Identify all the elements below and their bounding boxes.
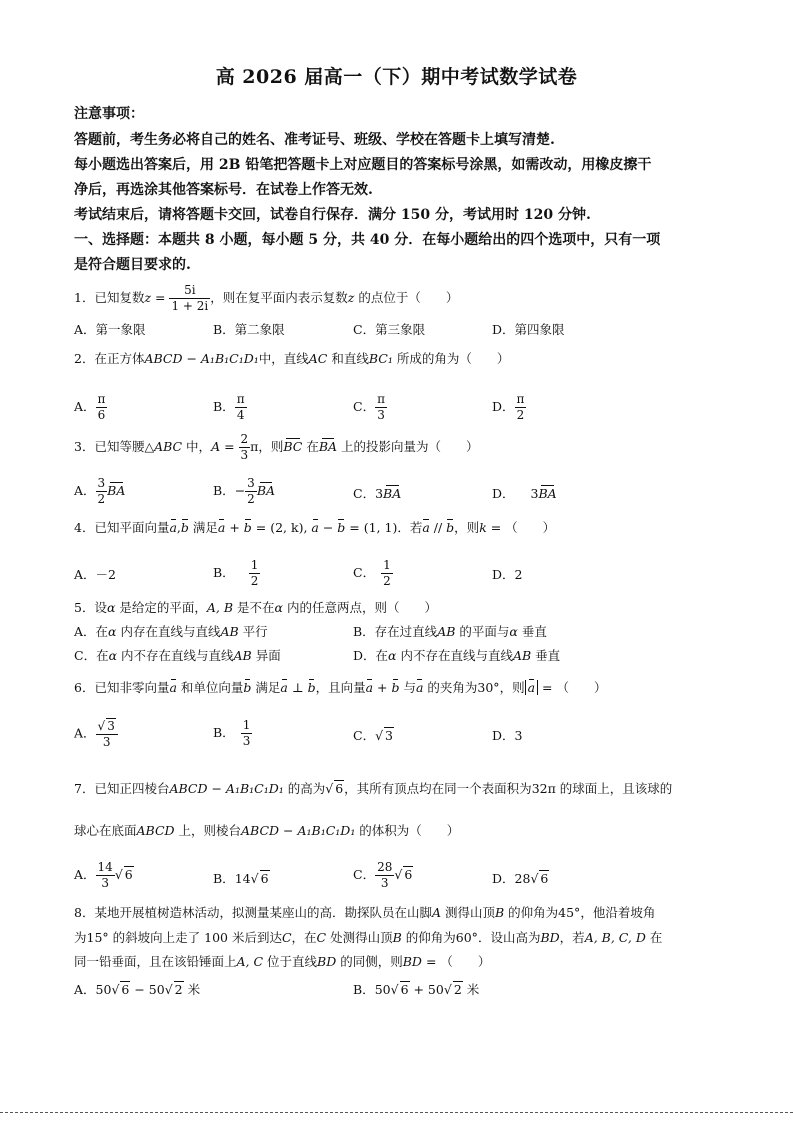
q4-eq1-right: = (2, k), bbox=[251, 520, 312, 535]
q8-b-plus: + 50 bbox=[409, 982, 444, 997]
q6-a-frac bbox=[96, 718, 118, 750]
q7-b-coef: 14 bbox=[234, 871, 251, 886]
q4-vec-a-4: a bbox=[422, 520, 430, 535]
q5-b-line: AB bbox=[437, 624, 456, 639]
q4-c-frac bbox=[381, 558, 393, 589]
q5-d-alpha: α bbox=[388, 648, 397, 663]
q4-comma: , bbox=[176, 520, 181, 535]
q2-b-num: π bbox=[236, 392, 245, 406]
q1-text-b: ，则在复平面内表示复数 bbox=[210, 290, 348, 305]
q6-option-a[interactable] bbox=[74, 718, 118, 750]
q8-text-h: 处测得山顶 bbox=[326, 930, 393, 945]
question-8-line-1 bbox=[74, 903, 655, 921]
q5-b-b: 的平面与 bbox=[455, 624, 510, 639]
q3-c-coef: 3 bbox=[375, 486, 384, 501]
q3-text: 3．已知等腰 bbox=[74, 439, 145, 454]
q8-point-b: B bbox=[494, 905, 505, 920]
q6-option-b[interactable] bbox=[213, 718, 252, 749]
q5-option-b[interactable] bbox=[353, 622, 547, 640]
q7-solid: ABCD − A₁B₁C₁D₁ bbox=[169, 781, 284, 796]
q4-plus: + bbox=[225, 520, 244, 535]
q8-text-p: = （ ） bbox=[421, 954, 491, 969]
q3-b-vec: BA bbox=[256, 483, 276, 498]
q5-b-alpha: α bbox=[509, 624, 518, 639]
q5-c-c: 异面 bbox=[251, 648, 281, 663]
q8-a-rad-1: 6 bbox=[121, 982, 130, 997]
q8-option-a-label: A． bbox=[74, 982, 96, 997]
q5-b-a: B．存在过直线 bbox=[353, 624, 438, 639]
q6-text-b: 和单位向量 bbox=[176, 680, 244, 695]
q4-k: k bbox=[479, 520, 487, 535]
q8-text-o: 的同侧，则 bbox=[336, 954, 403, 969]
question-2-stem bbox=[74, 349, 509, 367]
q5-d-c: 垂直 bbox=[531, 648, 561, 663]
q8-angle-3: 60° bbox=[455, 930, 478, 945]
q7-text-g: 的体积为（ ） bbox=[355, 823, 460, 838]
q6-b-frac bbox=[241, 718, 253, 749]
q8-text-f: 的斜坡向上走了 100 米后到达 bbox=[108, 930, 282, 945]
q8-b-unit: 米 bbox=[462, 982, 480, 997]
q8-a-rad-2: 2 bbox=[174, 982, 183, 997]
q3-text-e: 上的投影向量为（ ） bbox=[337, 439, 479, 454]
question-6-stem bbox=[74, 678, 606, 696]
question-3-stem bbox=[74, 432, 479, 463]
q7-c-rad: 6 bbox=[404, 867, 413, 882]
question-1-stem bbox=[74, 283, 458, 314]
q8-bd: BD bbox=[540, 930, 560, 945]
q6-vec-a: a bbox=[169, 680, 177, 695]
q2-solid: ABCD − A₁B₁C₁D₁ bbox=[144, 351, 259, 366]
q5-option-c[interactable] bbox=[74, 646, 281, 664]
q5-c-a: C．在 bbox=[74, 648, 109, 663]
q8-b-coef: 50 bbox=[374, 982, 391, 997]
q8-b-rad-1: 6 bbox=[400, 982, 409, 997]
q8-point-a: A bbox=[431, 905, 441, 920]
q8-bd-2: BD bbox=[317, 954, 337, 969]
question-8-line-2 bbox=[74, 928, 662, 946]
q2-option-b-label: B． bbox=[213, 399, 235, 414]
q8-b-rad-2: 2 bbox=[453, 982, 462, 997]
q7-b-rad: 6 bbox=[260, 871, 269, 886]
q4-vec-b: b bbox=[180, 520, 189, 535]
q8-option-a[interactable]: A．50√ 6 − 50√ 2 米 bbox=[74, 982, 201, 997]
page-bottom-divider bbox=[0, 1112, 793, 1113]
q4-vec-b-3: b bbox=[337, 520, 346, 535]
q5-b-c: 垂直 bbox=[517, 624, 547, 639]
q6-vec-b: b bbox=[243, 680, 252, 695]
q1-z-2: z bbox=[347, 290, 355, 305]
q3-text-b: 中， bbox=[182, 439, 212, 454]
q6-perp: ⊥ bbox=[287, 680, 308, 695]
q2-a-den: 6 bbox=[96, 407, 108, 423]
q7-c-den: 3 bbox=[375, 875, 394, 891]
q8-text-e: 为 bbox=[74, 930, 87, 945]
q2-option-a-frac bbox=[96, 392, 108, 423]
q6-text-h: = （ ） bbox=[538, 680, 607, 695]
q2-line-bc1: BC₁ bbox=[368, 351, 393, 366]
q5-option-d[interactable] bbox=[353, 646, 560, 664]
q8-text-n: 位于直线 bbox=[263, 954, 318, 969]
q7-text: 7．已知正四棱台 bbox=[74, 781, 170, 796]
q6-text-d: ，且向量 bbox=[315, 680, 366, 695]
question-4-stem bbox=[74, 518, 555, 536]
q5-points: A, B bbox=[206, 600, 234, 615]
q2-option-d-frac bbox=[515, 392, 527, 423]
q3-option-a[interactable] bbox=[74, 476, 125, 507]
section-one-heading-cont: 是符合题目要求的. bbox=[74, 257, 191, 273]
q1-eq: = bbox=[151, 290, 170, 305]
q2-option-c[interactable] bbox=[353, 392, 387, 423]
q7-a-num: 14 bbox=[97, 860, 113, 874]
q8-text-m: 同一铅垂面，且在该铅锤面上 bbox=[74, 954, 237, 969]
q2-option-c-label: C． bbox=[353, 399, 376, 414]
q8-option-b[interactable]: B．50√ 6 + 50√ 2 米 bbox=[353, 982, 480, 997]
q6-vec-a-4: a bbox=[415, 680, 424, 695]
q3-a-den: 2 bbox=[97, 492, 106, 506]
q6-plus: + bbox=[373, 680, 392, 695]
q3-c-vec: BA bbox=[383, 486, 402, 501]
q4-b-frac bbox=[249, 558, 261, 589]
q6-option-c-label: C． bbox=[353, 728, 376, 743]
q3-vector-bc: BC bbox=[283, 439, 303, 454]
q6-vec-a-3: a bbox=[365, 680, 374, 695]
q4-vec-a: a bbox=[169, 520, 177, 535]
question-8-line-3 bbox=[74, 952, 490, 970]
q8-points-ac: A, C bbox=[236, 954, 264, 969]
question-7-line-1: 7．已知正四棱台ABCD − A₁B₁C₁D₁ 的高为√ 6，其所有顶点均在同一个表面积为32π 的球面上，且该球的 bbox=[74, 781, 673, 796]
q4-vec-a-3: a bbox=[311, 520, 319, 535]
q8-point-b-2: B bbox=[392, 930, 402, 945]
q8-bd-3: BD bbox=[402, 954, 422, 969]
section-one-heading: 一、选择题：本题共 8 小题，每小题 5 分，共 40 分．在每小题给出的四个选项中，只有一项 bbox=[74, 232, 661, 248]
q6-c-rad: 3 bbox=[385, 728, 393, 743]
q2-line-ac: AC bbox=[308, 351, 328, 366]
q3-fraction bbox=[239, 432, 251, 463]
q4-minus: − bbox=[318, 520, 338, 535]
q4-vec-b-4: b bbox=[446, 520, 455, 535]
q1-option-a[interactable]: A．第一象限 bbox=[74, 322, 146, 337]
q4-option-c-label: C． bbox=[353, 565, 376, 580]
q3-b-den: 2 bbox=[247, 492, 255, 506]
q5-d-b: 内不存在直线与直线 bbox=[396, 648, 513, 663]
q4-option-a[interactable]: A．－2 bbox=[74, 567, 116, 582]
q8-point-c-2: C bbox=[316, 930, 327, 945]
q1-text-c: 的点位于（ ） bbox=[354, 290, 459, 305]
q2-c-num: π bbox=[377, 392, 385, 406]
q3-a-frac bbox=[96, 476, 108, 507]
q7-option-d[interactable]: D．28√ 6 bbox=[492, 871, 549, 886]
q2-text-c: 和直线 bbox=[327, 351, 369, 366]
q6-option-d[interactable]: D．3 bbox=[492, 728, 523, 743]
q2-b-den: 4 bbox=[235, 407, 247, 423]
q7-option-a[interactable]: A． $\frac{14}{3}$ √ 6 bbox=[74, 860, 133, 890]
q3-option-a-label: A． bbox=[74, 483, 96, 498]
q3-option-d[interactable] bbox=[492, 484, 557, 502]
q6-option-c[interactable]: C．√ 3 bbox=[353, 728, 393, 743]
q3-b-frac bbox=[245, 476, 257, 507]
q1-option-d[interactable]: D．第四象限 bbox=[492, 322, 565, 337]
q8-a-minus: − 50 bbox=[130, 982, 165, 997]
q2-option-a-label: A． bbox=[74, 399, 96, 414]
q6-text-e: 与 bbox=[399, 680, 416, 695]
q7-area: 32π bbox=[531, 781, 556, 796]
q6-option-a-label: A． bbox=[74, 725, 96, 741]
q3-d-vec: BA bbox=[538, 486, 557, 501]
q5-a-c: 平行 bbox=[238, 624, 268, 639]
q6-b-num: 1 bbox=[242, 718, 251, 732]
q6-vec-b-3: b bbox=[391, 680, 400, 695]
q4-eq2-right: = (1, 1)．若 bbox=[345, 520, 423, 535]
q7-text-e: 球心在底面 bbox=[74, 823, 137, 838]
q8-text-j: ．设山高为 bbox=[477, 930, 541, 945]
q8-text-l: 在 bbox=[645, 930, 663, 945]
q8-text-d: ，他沿着坡角 bbox=[580, 905, 656, 920]
q3-a-vec: BA bbox=[107, 483, 126, 498]
q8-points: A, B, C, D bbox=[584, 930, 646, 945]
q6-abs-a bbox=[525, 680, 538, 695]
q8-text-b: 测得山顶 bbox=[441, 905, 495, 920]
q5-alpha: α bbox=[106, 600, 116, 615]
q7-d-coef: 28 bbox=[514, 871, 531, 886]
q7-text-b: 的高为 bbox=[283, 781, 326, 796]
q8-text-g: ，在 bbox=[291, 930, 317, 945]
q3-b-sign: − bbox=[234, 483, 246, 498]
q2-text-d: 所成的角为（ ） bbox=[392, 351, 510, 366]
q4-b-den: 2 bbox=[250, 574, 259, 588]
q4-vec-b-2: b bbox=[243, 520, 252, 535]
notice-line-1: 答题前，考生务必将自己的姓名、准考证号、班级、学校在答题卡上填写清楚. bbox=[74, 132, 555, 148]
q3-option-c-label: C． bbox=[353, 486, 376, 501]
q5-text-d: 内的任意两点，则（ ） bbox=[283, 600, 437, 615]
q3-option-c[interactable] bbox=[353, 484, 401, 502]
q3-vector-ba: BA bbox=[318, 439, 338, 454]
q5-a-alpha: α bbox=[108, 624, 117, 639]
q6-text: 6．已知非零向量 bbox=[74, 680, 170, 695]
q3-eq: = bbox=[220, 439, 239, 454]
q7-text-c: ，其所有顶点均在同一个表面积为 bbox=[344, 781, 532, 796]
q7-a-rad: 6 bbox=[124, 867, 133, 882]
q2-option-c-frac bbox=[375, 392, 387, 423]
q3-option-b[interactable] bbox=[213, 476, 275, 507]
q2-d-den: 2 bbox=[515, 407, 527, 423]
notice-heading: 注意事项： bbox=[74, 106, 144, 122]
q3-frac-num: 2 bbox=[240, 432, 249, 446]
q2-option-d[interactable] bbox=[492, 392, 526, 423]
q6-vec-b-2: b bbox=[307, 680, 316, 695]
q7-text-f: 上，则棱台 bbox=[174, 823, 242, 838]
q4-c-num: 1 bbox=[383, 558, 391, 572]
q3-b-num: 3 bbox=[247, 476, 255, 490]
q3-option-b-label: B． bbox=[213, 483, 235, 498]
q6-a-den: 3 bbox=[96, 734, 118, 750]
q2-c-den: 3 bbox=[375, 407, 387, 423]
q2-option-a[interactable] bbox=[74, 392, 107, 423]
question-5-stem bbox=[74, 598, 437, 616]
q5-d-a: D．在 bbox=[353, 648, 389, 663]
q1-text: 1．已知复数 bbox=[74, 290, 145, 305]
q6-b-den: 3 bbox=[242, 734, 251, 748]
q4-c-den: 2 bbox=[383, 574, 391, 588]
q1-fraction-num: 5i bbox=[184, 283, 196, 297]
q2-a-num: π bbox=[97, 392, 106, 406]
q3-pi: π bbox=[250, 439, 259, 454]
notice-line-4: 考试结束后，请将答题卡交回，试卷自行保存．满分 150 分，考试用时 120 分钟. bbox=[74, 207, 591, 223]
q8-angle-2: 15° bbox=[86, 930, 109, 945]
q3-text-d: 在 bbox=[302, 439, 319, 454]
q2-option-d-label: D． bbox=[492, 399, 515, 414]
q1-option-c[interactable]: C．第三象限 bbox=[353, 322, 426, 337]
q1-option-b[interactable]: B．第二象限 bbox=[213, 322, 285, 337]
q3-triangle: △ABC bbox=[144, 439, 183, 454]
q4-option-b-label: B． bbox=[213, 565, 235, 580]
q4-vec-a-2: a bbox=[217, 520, 226, 535]
q5-c-b: 内不存在直线与直线 bbox=[117, 648, 234, 663]
q7-option-a-label: A． bbox=[74, 867, 96, 882]
notice-line-2: 每小题选出答案后，用 2B 铅笔把答题卡上对应题目的答案标号涂黑，如需改动，用橡皮擦干 bbox=[74, 157, 652, 173]
exam-title: 高 2026 届高一（下）期中考试数学试卷 bbox=[215, 66, 578, 88]
q2-text: 2．在正方体 bbox=[74, 351, 145, 366]
q6-text-f: 的夹角为 bbox=[423, 680, 478, 695]
q5-option-a[interactable] bbox=[74, 622, 268, 640]
q4-option-b[interactable] bbox=[213, 558, 260, 589]
q7-a-frac bbox=[96, 860, 115, 891]
q7-c-frac bbox=[375, 860, 394, 891]
q7-option-d-label: D． bbox=[492, 871, 515, 886]
q4-b-num: 1 bbox=[250, 558, 259, 572]
q5-d-line: AB bbox=[512, 648, 532, 663]
q7-a-den: 3 bbox=[96, 875, 115, 891]
q7-text-d: 的球面上，且该球的 bbox=[555, 781, 673, 796]
q6-text-g: ，则 bbox=[499, 680, 525, 695]
q3-text-c: ，则 bbox=[258, 439, 284, 454]
question-7-line-2 bbox=[74, 821, 459, 839]
q6-vec-a-5: a bbox=[527, 680, 536, 695]
q5-text-c: 是不在 bbox=[233, 600, 275, 615]
q8-a-coef: 50 bbox=[95, 982, 112, 997]
q6-angle: 30° bbox=[477, 680, 500, 695]
q7-d-rad: 6 bbox=[540, 871, 549, 886]
q3-angle-a: A bbox=[211, 439, 221, 454]
q5-text: 5．设 bbox=[74, 600, 107, 615]
q1-fraction bbox=[169, 283, 210, 314]
q4-option-d[interactable]: D．2 bbox=[492, 567, 523, 582]
q8-text-k: ，若 bbox=[559, 930, 585, 945]
q4-text-d: = （ ） bbox=[486, 520, 556, 535]
q6-option-b-label: B． bbox=[213, 725, 235, 740]
q8-text-c: 的仰角为 bbox=[504, 905, 559, 920]
q4-parallel: // bbox=[429, 520, 447, 535]
q4-text: 4．已知平面向量 bbox=[74, 520, 170, 535]
q7-option-c-label: C． bbox=[353, 867, 376, 882]
q7-height: 6 bbox=[335, 781, 344, 796]
q5-c-line: AB bbox=[233, 648, 252, 663]
q8-a-unit: 米 bbox=[183, 982, 201, 997]
q3-a-num: 3 bbox=[97, 476, 106, 490]
q7-base: ABCD bbox=[136, 823, 175, 838]
q2-option-b-frac bbox=[235, 392, 247, 423]
q5-alpha-2: α bbox=[274, 600, 283, 615]
q3-option-d-label: D． bbox=[492, 486, 515, 501]
q8-point-c: C bbox=[281, 930, 292, 945]
q1-z: z bbox=[144, 290, 152, 305]
q4-option-c[interactable] bbox=[353, 558, 393, 589]
q5-c-alpha: α bbox=[108, 648, 118, 663]
q2-text-b: 中，直线 bbox=[258, 351, 309, 366]
q5-a-a: A．在 bbox=[74, 624, 109, 639]
notice-line-3: 净后，再选涂其他答案标号．在试卷上作答无效. bbox=[74, 182, 373, 198]
q6-vec-a-2: a bbox=[280, 680, 288, 695]
q6-a-num: √ 3 bbox=[97, 719, 115, 733]
q8-text: 8．某地开展植树造林活动，拟测量某座山的高．勘探队员在山脚 bbox=[74, 905, 432, 920]
q4-text-c: ，则 bbox=[454, 520, 480, 535]
q5-text-b: 是给定的平面， bbox=[115, 600, 207, 615]
q6-a-rad: 3 bbox=[107, 719, 115, 733]
q3-d-coef: 3 bbox=[530, 486, 539, 501]
q7-solid-2: ABCD − A₁B₁C₁D₁ bbox=[241, 823, 356, 838]
q5-a-line: AB bbox=[220, 624, 239, 639]
q7-c-num: 28 bbox=[377, 860, 393, 874]
q7-option-b[interactable]: B．14√ 6 bbox=[213, 871, 269, 886]
q4-text-b: 满足 bbox=[188, 520, 218, 535]
q3-frac-den: 3 bbox=[240, 448, 249, 462]
q8-text-i: 的仰角为 bbox=[401, 930, 456, 945]
q5-a-b: 内存在直线与直线 bbox=[116, 624, 221, 639]
q2-option-b[interactable] bbox=[213, 392, 247, 423]
q7-option-b-label: B． bbox=[213, 871, 235, 886]
q6-text-c: 满足 bbox=[251, 680, 281, 695]
q7-option-c[interactable]: C． $\frac{28}{3}$ √ 6 bbox=[353, 860, 413, 890]
q8-angle-1: 45° bbox=[558, 905, 581, 920]
q8-option-b-label: B． bbox=[353, 982, 375, 997]
q1-fraction-den: 1 + 2i bbox=[171, 299, 209, 313]
q2-d-num: π bbox=[516, 392, 525, 406]
